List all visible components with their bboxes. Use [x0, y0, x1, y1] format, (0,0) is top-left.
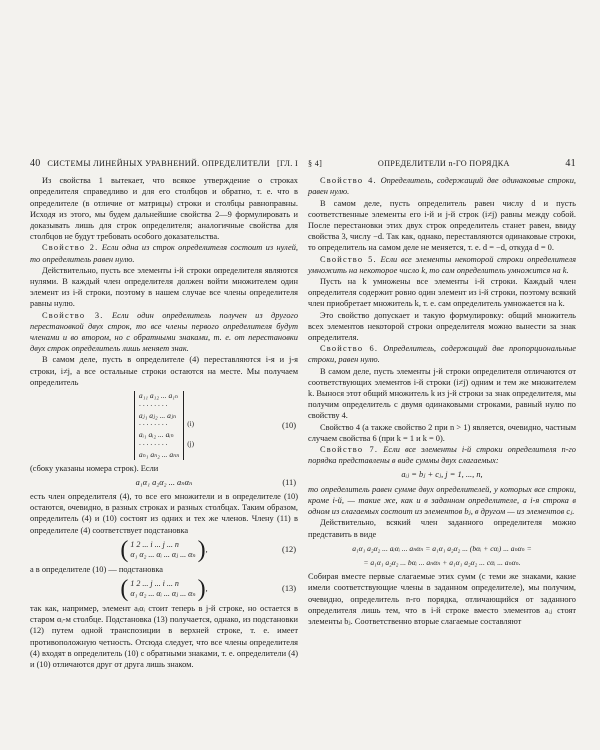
paragraph: Из свойства 1 вытекает, что всякое утверждение о строках определителя справедливо и для его столбцов и обратно, т. е. что в определителе (в отличие от матрицы) строки и столбцы равноправны. Исходя из этого, мы будем дальнейшие свойства 2—9 формулировать и доказывать лишь для строк определителя; аналогичные свойства для столбцов не будут требовать особого доказательства.: [30, 176, 298, 242]
row-label: (i): [187, 420, 195, 429]
property-text: Если все элементы некоторой строки определителя умножить на некоторое число k, то сам определитель умножится на k.: [308, 254, 576, 275]
matrix-row: · · · · · · · ·: [138, 420, 168, 430]
equation-number: (11): [282, 477, 296, 487]
property-text: Если один определитель получен из другого перестановкой двух строк, то все члены первого определителя будут членами и во втором, но с обратными знаками, т. е. от перестановки двух строк определитель лишь меняет знак.: [30, 310, 299, 354]
paragraph: а в определителе (10) — подстановка: [30, 564, 164, 574]
property-2: [30, 242, 298, 264]
matrix-row: aₙ₁ aₙ₂ ... aₙₙ: [138, 449, 180, 459]
property-6: [308, 343, 576, 365]
row-label: (j): [187, 440, 195, 449]
left-page: [30, 158, 298, 670]
formula-sum: [308, 469, 576, 480]
paragraph: В самом деле, пусть в определителе (4) переставляются i-я и j-я строки, i≠j, а все остальные строки остаются на месте. Мы получаем определитель: [30, 355, 298, 387]
property-5: [308, 254, 576, 276]
paragraph: есть член определителя (4), то все его множители и в определителе (10) остаются, очевидно, в разных строках и разных столбцах. Таким образом, определитель (4) и (10) состоят из одних и тех же членов. Члену (11) в определителе (4) соответствует подстановка: [30, 492, 298, 535]
property-label: Свойство 3.: [42, 310, 104, 320]
equation-number: (10): [282, 420, 296, 430]
section-label: § 4]: [308, 159, 323, 168]
paragraph: (сбоку указаны номера строк). Если: [30, 463, 159, 473]
formula-body: a₁α₁ a₂α₂ ... aₙαₙ: [135, 477, 193, 487]
property-label: Свойство 7.: [320, 445, 379, 455]
paragraph: Свойство 4 (а также свойство 2 при n > 1) является, очевидно, частным случаем свойства 6 (при k = 1 и k = 0).: [308, 422, 576, 443]
formula-body: = a₁α₁ a₂α₂ ... bαᵢ ... aₙαₙ + a₁α₁ a₂α₂ ... cαᵢ ... aₙαₙ.: [363, 557, 521, 567]
matrix-row: aⱼ₁ aⱼ₂ ... aⱼₙ: [138, 410, 177, 420]
page-number: 41: [565, 158, 576, 169]
substitution-bottom: α₁ α₂ ... αᵢ ... αⱼ ... αₙ: [130, 589, 196, 599]
property-7: [308, 444, 576, 466]
paragraph: Действительно, пусть все элементы i-й строки определителя являются нулями. В каждый член определителя должен войти множителем один элемент из i-й строки, поэтому в нашем случае все члены определителя равны нулю.: [30, 265, 298, 309]
formula-expansion-1: [308, 543, 576, 554]
property-label: Свойство 6.: [320, 344, 379, 354]
property-text: Определитель, содержащий две одинаковые строки, равен нулю.: [308, 176, 576, 197]
chapter-label: [ГЛ. I: [276, 159, 298, 168]
formula-expansion-2: [308, 557, 576, 568]
formula-13: ( 1 2 ... j ... i ... n α₁ α₂ ... αᵢ ... αⱼ ... αₙ ) , (13): [120, 576, 296, 603]
paragraph: В самом деле, пусть определитель равен числу d и пусть соответственные элементы его i-й и j-й строк (i≠j) равны между собой. После перестановки этих двух строк определитель станет равен, ввиду свойства 3, числу −d. Так как, однако, переставляются одинаковые строки, то определитель на самом деле не меняется, т. е. d = −d, откуда d = 0.: [308, 198, 576, 253]
left-running-head: [30, 158, 298, 169]
property-text: Определитель, содержащий две пропорциональные строки, равен нулю.: [308, 344, 576, 365]
property-label: Свойство 5.: [320, 254, 377, 264]
row-labels: [187, 401, 194, 450]
substitution-bottom: α₁ α₂ ... αᵢ ... αⱼ ... αₙ: [130, 549, 196, 559]
formula-body: aᵢⱼ = bⱼ + cⱼ, j = 1, ..., n,: [401, 470, 483, 480]
paragraph: так как, например, элемент aᵢαᵢ стоит теперь в j-й строке, но остается в старом αᵢ-м столбце. Подстановка (13) получается, однако, из подстановки (12) путем одной транспозиции в верхней строке, т. е. имеет противоположную четность. Отсюда следует, что все члены определителя (4) входят в определитель (10) с обратными знаками, т. е. определители (4) и (10) отличаются друг от друга лишь знаком.: [30, 604, 298, 670]
matrix-row: · · · · · · · ·: [138, 440, 168, 450]
property-4: [308, 175, 576, 197]
property-text: Если одна из строк определителя состоит из нулей, то определитель равен нулю.: [30, 243, 298, 264]
matrix-row: a₁₁ a₁₂ ... a₁ₙ: [138, 391, 178, 401]
running-title: СИСТЕМЫ ЛИНЕЙНЫХ УРАВНЕНИЙ. ОПРЕДЕЛИТЕЛИ: [47, 159, 271, 168]
property-label: Свойство 4.: [320, 176, 377, 186]
right-running-head: [308, 158, 576, 169]
equation-number: (12): [282, 545, 296, 555]
formula-10: [30, 391, 298, 460]
paragraph: Это свойство допускает и такую формулировку: общий множитель всех элементов некоторой строки определителя можно вынести за знак определителя.: [308, 310, 576, 343]
formula-body: a₁α₁ a₂α₂ ... aᵢαᵢ ... aₙαₙ = a₁α₁ a₂α₂ ... (bαᵢ + cαᵢ) ... aₙαₙ =: [352, 543, 532, 553]
property-label: Свойство 2.: [42, 243, 99, 253]
right-page: [308, 158, 576, 627]
paragraph: В самом деле, пусть элементы j-й строки определителя отличаются от соответствующих элементов i-й строки (i≠j) одним и тем же множителем k. Вынося этот общий множитель k из j-й строки за знак определителя, мы получим определитель с двумя одинаковыми строками, равный нулю по свойству 4.: [308, 366, 576, 421]
paragraph: Действительно, всякий член заданного определителя можно представить в виде: [308, 518, 576, 539]
page-number: 40: [30, 158, 41, 169]
formula-12: ( 1 2 ... i ... j ... n α₁ α₂ ... αᵢ ... αⱼ ... αₙ ) , (12): [120, 536, 296, 563]
matrix-row: · · · · · · · ·: [138, 400, 168, 410]
paragraph: Пусть на k умножены все элементы i-й строки. Каждый член определителя содержит ровно один элемент из i-й строки, поэтому всякий член приобретает множитель k, т. е. сам определитель умножается на k.: [308, 277, 576, 309]
substitution-top: 1 2 ... j ... i ... n: [130, 579, 179, 589]
paragraph: Собирая вместе первые слагаемые этих сумм (с теми же знаками, какие имели соответствующие члены в заданном определителе), мы получим, очевидно, определитель n-го порядка, отличающийся от заданного определителя лишь тем, что в i-й строке вместо элементов aᵢⱼ стоят элементы bⱼ. Соответственно вторые слагаемые составляют: [308, 572, 576, 626]
running-title: ОПРЕДЕЛИТЕЛИ n-ГО ПОРЯДКА: [377, 159, 510, 168]
paragraph: то определитель равен сумме двух определителей, у которых все строки, кроме i-й, — такие же, как и в заданном определителе, а i-я строка в одном из слагаемых состоит из элементов bⱼ, в другом — из элементов cⱼ.: [308, 484, 576, 517]
matrix-row: aᵢ₁ aᵢ₂ ... aᵢₙ: [138, 430, 174, 440]
equation-number: (13): [282, 584, 296, 594]
formula-11: [30, 477, 298, 488]
substitution-top: 1 2 ... i ... j ... n: [130, 539, 179, 549]
property-text: Если все элементы i-й строки определителя n-го порядка представлены в виде суммы двух слагаемых:: [308, 445, 576, 466]
property-3: [30, 310, 298, 355]
determinant-matrix: [134, 391, 184, 460]
